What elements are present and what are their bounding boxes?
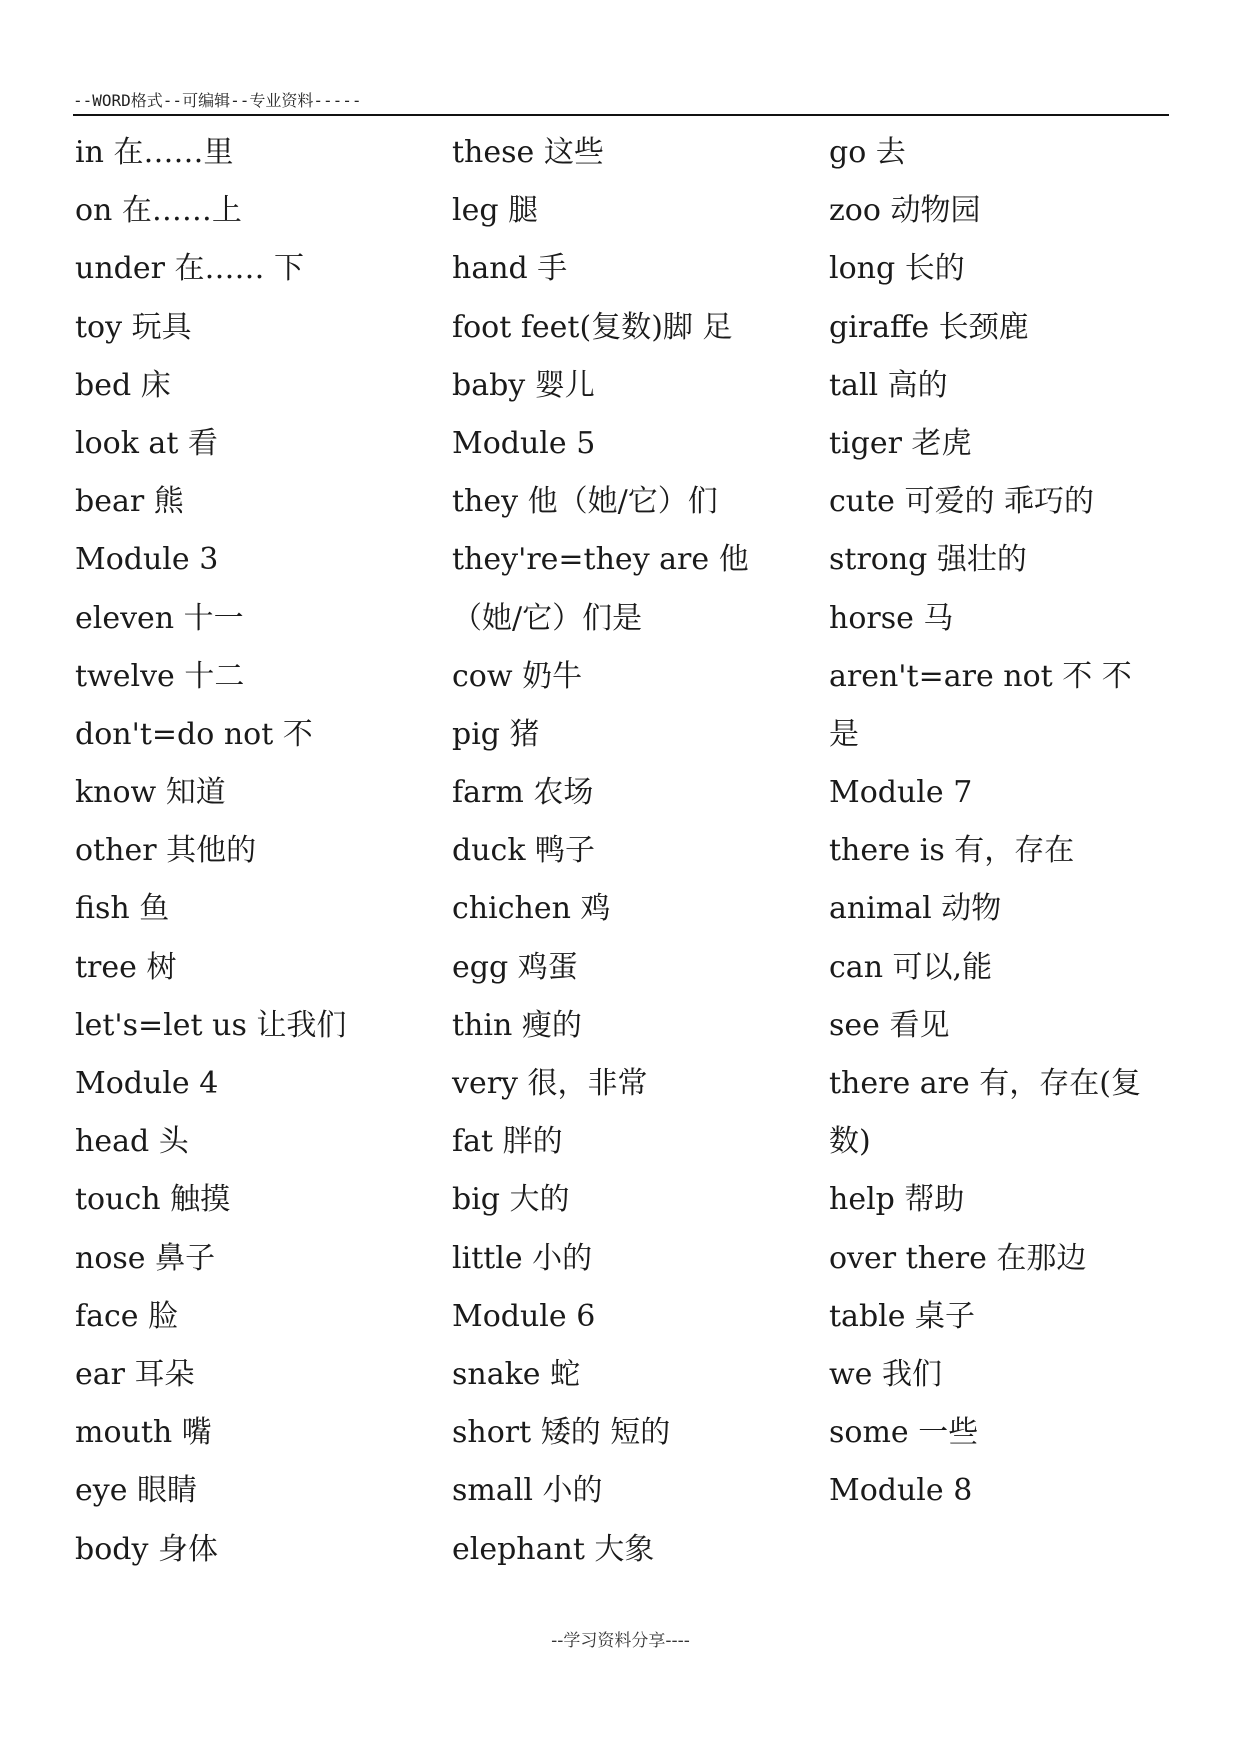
vocab-item: there is 有，存在 xyxy=(829,833,1075,869)
vocab-column-2 xyxy=(452,128,812,1583)
vocab-item: strong 强壮的 xyxy=(829,542,1027,578)
vocab-item: we 我们 xyxy=(829,1356,942,1392)
vocab-item: small 小的 xyxy=(452,1473,603,1509)
vocab-item: face 脸 xyxy=(75,1298,179,1334)
vocab-item: under 在…… 下 xyxy=(75,251,305,287)
module-heading: Module 3 xyxy=(75,542,219,578)
vocab-item: twelve 十二 xyxy=(75,658,245,694)
vocab-item: fish 鱼 xyxy=(75,891,170,927)
vocab-item: elephant 大象 xyxy=(452,1531,655,1567)
vocab-item: snake 蛇 xyxy=(452,1356,581,1392)
vocab-item: on 在……上 xyxy=(75,193,242,229)
vocab-item: nose 鼻子 xyxy=(75,1240,216,1276)
vocab-item: duck 鸭子 xyxy=(452,833,596,869)
vocab-item: know 知道 xyxy=(75,775,226,811)
vocab-item: hand 手 xyxy=(452,251,568,287)
vocab-item: head 头 xyxy=(75,1124,189,1160)
vocab-item: see 看见 xyxy=(829,1007,950,1043)
module-heading: Module 7 xyxy=(829,775,973,811)
module-heading: Module 4 xyxy=(75,1066,219,1101)
vocab-item: tiger 老虎 xyxy=(829,425,972,461)
vocab-item: eye 眼睛 xyxy=(75,1473,197,1509)
vocab-item: aren't=are not 不 不 xyxy=(829,658,1132,694)
vocab-item: fat 胖的 xyxy=(452,1124,563,1160)
page-header: --WORD格式--可编辑--专业资料----- xyxy=(73,91,362,110)
vocab-item: don't=do not 不 xyxy=(75,716,313,752)
vocab-item: bear 熊 xyxy=(75,484,184,520)
vocab-item: very 很，非常 xyxy=(452,1066,648,1101)
vocab-item: farm 农场 xyxy=(452,775,594,811)
vocab-item: bed 床 xyxy=(75,367,171,403)
vocab-item: animal 动物 xyxy=(829,891,1002,927)
vocab-item: tree 树 xyxy=(75,949,177,985)
module-heading: Module 8 xyxy=(829,1473,973,1509)
vocab-item: leg 腿 xyxy=(452,193,539,229)
vocab-item-continued: 是 xyxy=(829,716,859,752)
vocab-item: some 一些 xyxy=(829,1415,979,1451)
vocab-column-3 xyxy=(829,128,1174,1525)
vocab-item: they're=they are 他 xyxy=(452,542,749,578)
vocab-item: body 身体 xyxy=(75,1531,218,1567)
vocab-item: these 这些 xyxy=(452,135,604,170)
vocab-item: horse 马 xyxy=(829,600,954,636)
vocab-item: look at 看 xyxy=(75,425,218,461)
vocab-item: touch 触摸 xyxy=(75,1182,231,1218)
page-footer: --学习资料分享---- xyxy=(551,1631,690,1651)
vocab-item: foot feet(复数)脚 足 xyxy=(452,309,733,345)
vocab-item: there are 有，存在(复 xyxy=(829,1066,1141,1101)
vocab-item: baby 婴儿 xyxy=(452,367,595,403)
vocab-item: little 小的 xyxy=(452,1240,593,1276)
vocab-column-1 xyxy=(75,128,435,1583)
vocab-item: mouth 嘴 xyxy=(75,1415,212,1451)
vocab-item: other 其他的 xyxy=(75,833,257,869)
vocab-item: table 桌子 xyxy=(829,1298,976,1334)
vocab-item: cute 可爱的 乖巧的 xyxy=(829,484,1095,520)
vocab-item: giraffe 长颈鹿 xyxy=(829,309,1029,345)
vocab-item: can 可以,能 xyxy=(829,949,993,985)
vocab-item: zoo 动物园 xyxy=(829,193,981,229)
vocab-item: pig 猪 xyxy=(452,716,540,752)
vocab-item: tall 高的 xyxy=(829,367,948,403)
vocab-item: toy 玩具 xyxy=(75,309,192,345)
vocab-item: help 帮助 xyxy=(829,1182,965,1218)
vocab-item: in 在……里 xyxy=(75,135,234,170)
vocab-item-continued: （她/它）们是 xyxy=(452,600,643,636)
vocab-item: thin 瘦的 xyxy=(452,1007,582,1043)
vocab-item: over there 在那边 xyxy=(829,1240,1087,1276)
vocab-item: they 他（她/它）们 xyxy=(452,484,718,520)
vocab-item: chichen 鸡 xyxy=(452,891,611,927)
vocab-item-continued: 数) xyxy=(829,1124,871,1160)
vocab-item: egg 鸡蛋 xyxy=(452,949,578,985)
module-heading: Module 5 xyxy=(452,425,596,461)
vocab-item: long 长的 xyxy=(829,251,965,287)
header-rule xyxy=(73,114,1169,116)
vocab-item: short 矮的 短的 xyxy=(452,1415,671,1451)
vocab-item: cow 奶牛 xyxy=(452,658,583,694)
vocab-item: go 去 xyxy=(829,135,906,170)
vocab-item: big 大的 xyxy=(452,1182,570,1218)
module-heading: Module 6 xyxy=(452,1298,596,1334)
vocab-item: let's=let us 让我们 xyxy=(75,1007,347,1043)
vocab-item: ear 耳朵 xyxy=(75,1356,195,1392)
vocab-item: eleven 十一 xyxy=(75,600,244,636)
